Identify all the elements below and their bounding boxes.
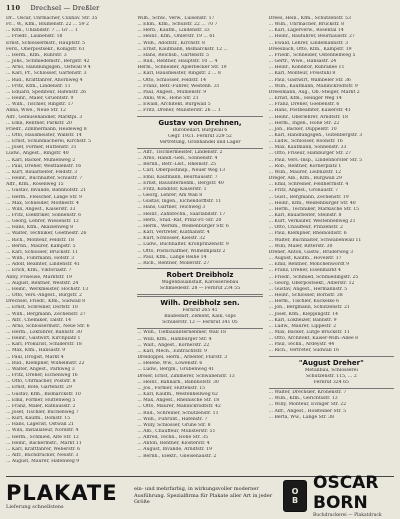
directory-entry: ... Wilh., Tiefbauunternehmer, Wall 18 [137,330,226,336]
directory-entry: ... Kurt, Bauarbeiter, Feldstr. 3 [6,169,78,175]
ad-subline: Lieferung schnellstens [6,504,64,510]
divider [137,148,262,149]
directory-entry: ... Walter, Angest., Parkweg 3 [6,366,75,372]
directory-entry: ... Hans, Postbeamter, Kaiserstr. 41 [268,108,351,114]
directory-entry: ... Gustav, Kfm., Bismarckstr. 10 [6,391,81,397]
directory-entry: ... Otto, Chauffeur, Prinzenstr. 2 [268,225,343,231]
directory-entry: ... Willy, Monteur, Evinger Str. 22 [268,402,347,408]
directory-entry: ... Friedr., Schneider, Ostenhellweg 5 [268,52,356,58]
directory-entry: Alfr., Kfm., Rosenweg 15 [6,182,64,188]
directory-entry: ... Kurt, Kaufm., Domstr. 15 [6,416,71,422]
directory-entry: ... Herm., Schmied, Alte Str. 12 [6,434,79,440]
directory-entry: ... Alfred, Techn., Hohe Str. 35 [137,435,209,441]
directory-entry: ... Ludw., Bergm., Grubenweg 41 [137,367,215,373]
directory-entry: Dreesmann, Aug., Ob.-Steiger, Markt 2 [268,89,360,95]
directory-entry: ... Max, Kaufmann, Sonnenstr. 33 [268,145,347,151]
directory-entry: ... Karl, Bäcker, Mühlenweg 2 [6,157,76,163]
directory-entry: ... Willi, Installateur, Nordstr. 4 [6,428,79,434]
directory-entry: ... Anni, Ww., Hohe Str. 21 [137,96,199,102]
directory-entry: ... Wilh., Kaufmann, Mallinckrodtstr. 9 [268,83,358,89]
directory-entry: ... Willi, Maler, Ritterstr. 30 [268,243,333,249]
directory-entry: ... Hans, Gärtner, Teichweg 3 [137,205,206,211]
business-listing-drehnen-line: Gegr. 1921. Fernruf 329 52 [168,134,232,139]
directory-entry: ... August, Invalide, Arndtstr. 19 [137,447,213,453]
directory-entry: ... Karl, Kaufm., Westenhellweg 62 [137,392,218,398]
logo-bottom-letter: B [291,496,299,505]
divider [137,294,262,295]
directory-entry: ... Gertr., Wwe., Hansastr. 24 [268,59,337,65]
directory-entry: Wilh., Schw., Verw., Luisenstr. 17 [137,16,215,21]
divider [137,116,262,117]
directory-entry: ... Rob., Rentner, Körnerplatz 1 [268,163,342,169]
business-listing-dreibholz-sen-line: Fernruf 265 41 [182,308,218,314]
directory-entry: ... Eduard, Spediteur, Hafenstr. 26 [6,89,87,95]
directory-entry: ... Heinr., Kfm., Ohlerstr. 19 ... 61 [137,34,216,40]
directory-entry: Herm., Schneider, Aplerbecker Str. 19 [137,65,227,71]
directory-entry: ... Berta, Ww., Lange Str. 38 [268,414,335,420]
directory-entry: ... Herm., Fleischer, Lange Str. 9 [6,194,82,200]
directory-entry: ... Herm., Kfm., Ruhrstr. 3 [6,52,67,58]
directory-entry: ... Hans, Lagerist, Ostwall 21 [6,422,74,428]
directory-entry: ... Heinr., Werkmeister, Hochstr. 13 [6,286,89,292]
directory-entry: ... Wilh., Tischler, Ringstr. 17 [6,102,74,108]
directory-entry: ... Rud., Schreiner, Schützenstr. 11 [137,410,219,416]
directory-entry: ... Josef, Former, Hüttenstr. 31 [6,145,77,151]
directory-entry: ... Erich, Kfm., Viktoriastr. 7 [6,268,72,274]
directory-entry: ... Alfr., Angest., Holsteiner Str. 5 [268,408,347,414]
directory-entry: ... Gustav, Ingen., Eichendorffstr. 11 [137,199,222,205]
business-listing-dreher-title: "August Dreher" [298,359,364,368]
directory-entry: ... Ernst, Kfm., Heiliger Weg 14 [268,96,342,102]
directory-entry: ... Otto, Vers.-Angest., Burgstr. 2 [6,293,82,299]
directory-entry: ... Bernh., Betr.-Leit., Rheinstr. 25 [137,162,217,168]
directory-entry: ... Fritz, Konditor, Kaiserstr. 1 [137,186,207,192]
logo-top-letter: O [291,487,299,496]
directory-entry: ... Karl, Kraftfahrer, Weberstr. 6 [6,446,81,452]
directory-entry: ... Arno, Handl.-Geh., Sonnenstr. 4 [137,156,218,162]
directory-entry: ... Heinr., Gastwirt, Kirchplatz 1 [6,336,81,342]
directory-entry: ... Wilh., Fuhrmann, Hofstr. 3 [6,256,75,262]
directory-entry: ... Herm., Lokführer, Bahnstr. 30 [6,329,82,335]
directory-entry: ... Johs., Schmiedemstr., Bergstr. 42 [6,59,90,65]
directory-entry: Alfr., Gemüsehändler, Marktpl. 3 [6,114,83,120]
directory-entry: ... Otto, Maurer, Mallinckrodtstr. 42 [137,404,221,410]
directory-entry: ... Wilh., Adolfstr., Kirchstr. 8 [137,40,205,46]
directory-entry: ... Rich., Monteur, Feldstr. 18 [6,237,74,243]
directory-entry: ... Herm., Werkm., Weißenburger Str. 6 [137,223,229,229]
directory-entry: ... Fritz, Elektriker, Sonnenstr. 6 [6,213,82,218]
directory-entry: ... Rud., Rentner, Hauptstr. 10 ... 4 [137,59,218,65]
business-listing-dreher-line: Metallbau, Schlosserei [304,368,358,374]
directory-entry: ... Emil, Rentner, Mönchenwordt 9 [268,262,350,268]
directory-entry: ... Ludw., Maurer, Lippestr. 2 [268,323,336,329]
directory-entry: ... Helene, Ww., Löwenstr. 6 [137,361,203,367]
directory-entry: Ernst, Schlossermstr., Hauptstr. 5 [6,40,86,46]
ad-company-name: OSCAR BORN [313,473,379,513]
directory-entry: ... Franz, Maler, Rathausstr. 2 [6,403,76,409]
directory-entry: ... Alfr., Buchdrucker, Neustr. 3 [6,453,79,459]
directory-entry: ... Hans, Reichsb., Gartenstr. 5 [137,52,209,58]
directory-entry: ... Gustav, Invalide, Bahnhofstr. 21 [6,188,87,194]
column-2 [137,16,262,472]
directory-entry: ... Otto, Friseur, Hamburger Str. 27 [268,151,352,157]
directory-entry: ... Georg, Lehrer, Am Wall 8 [137,193,203,199]
directory-entry: ... Max, Kfm., Hansastr. 9 [6,348,66,354]
directory-entry: ... Joh., Bergmann, Schützenstr. 21 [268,305,350,311]
directory-entry: ... Fritz, Kfm., Lindenstr. 11 [6,83,71,89]
business-listing-dreher-line: Fernruf 324 65 [313,380,349,386]
directory-entry: ... Gustav, Angest., Hermannstr. 5 [268,286,348,292]
directory-entry: ... Wilh., Kfm., Gerichtsstr. 13 [268,396,338,402]
directory-entry: ... Emil, Schreiner, Feldherrnstr. 4 [268,182,349,188]
directory-entry: ... Gust., Bergmann, Zechenstr. 19 [268,194,349,200]
directory-entry: ... Ernst, Kaufmann, Bismarckstr. 12 ... [137,46,228,52]
directory-entry: Fr... W., Kfm., Blumenstr. 22 ... 59 2 [6,22,89,28]
directory-entry: ... Willy, Schlosser, Grüne Str. 8 [137,422,211,428]
directory-entry: ... Herm., Tischler, Kuckelke 6 [268,299,340,305]
directory-entry: ... Max, Angest., Rheinische Str. 18 [137,398,220,404]
directory-entry: ... Karl, Hausmeister, Ringstr. 2 ... 8 [137,71,221,77]
directory-entry: ... Ludw., Schlosser, Roonstr. 16 [268,139,343,145]
ad-company-sub: Buchdruckerei — Plakatdruck [313,513,382,518]
directory-entry: ... Georg, Lehrer, Wiesenstr. 12 [6,219,79,225]
directory-entry: ... Emil, Rentner, Parkstr. 20 [6,120,72,126]
directory-entry: ... Karl, Handlungsgeh., Gutenbergstr. 3 [268,132,363,138]
business-listing-drehnen-line: Vertretung, Großhandel und Lager [159,140,241,145]
divider [137,328,262,329]
directory-entry: ... Joh., Bäcker, Düppelstr. 10 [268,126,337,132]
directory-entry: ... Josef, Kfm., Kleppingstr. 14 [268,311,339,317]
directory-entry: ... Emil, Kaufmann, Beurhausstr. 7 [137,174,218,180]
directory-entry: ... Jos., Former, Hüttenstr. 15 [137,385,206,391]
directory-entry: ... Rud., Kraftfahrer, Ahornweg 4 [6,77,83,83]
directory-entry: ... Kfm., Uhlandstr. 7 ... Gr ... 1 [6,28,78,34]
directory-entry: Friedr., Zimmermann, Heideweg 8 [6,126,87,132]
directory-entry: ... Otto, Hausmeister, Wallstr. 14 [6,132,82,138]
directory-entry: ... Otto, Architekt, Kaiser-Wilh.-Allee 8 [268,336,359,342]
business-listing-dreibholz-sen-title: Wilh. Dreibholz sen. [160,299,240,308]
directory-entry: ... Ehm., Kfm., Schulstr. 22 ... 70 7 [137,22,218,28]
directory-entry: ... Wilh., Uhrmacher, Brückstr. 8 [268,22,345,28]
directory-entry: ... Paul, Vers.-Insp., Lindenhorster Str. 5 [268,157,363,163]
directory-entry: ... Ernst, Bauunternehm., Bergstr. 40 [137,180,224,186]
directory-entry: ... Paul, Klempner, Rheinoldistr. 6 [268,231,347,237]
directory-entry: ... Fritz, Angest., Gronaustr. 7 [268,188,339,194]
directory-entry: ... Rich., Rentner, Möllerstr. 27 [137,260,210,266]
directory-entry: ... Paul, Drogist, Markt 4 [6,354,64,360]
company-logo-icon [283,480,307,512]
directory-entry: ... Heinr., Bäckermstr., Markt 11 [6,440,82,446]
directory-entry: ... Karl, Prokurist, Schillerstr. 18 [6,342,82,348]
directory-entry: ... August, Maurer, Hafenweg 9 [6,459,80,465]
divider [137,268,262,269]
directory-entry: Ludw., Angest., Ringstr. 40 [6,151,69,157]
directory-entry: ... Kurt, Schlosser, Kielstr. 32 [137,236,206,242]
business-listing-dreibholz-line: Wagenbauanstalt, Karosseriebau [161,280,239,286]
directory-entry: ... Paul, Dreher, Westfalenstr. 16 [6,163,82,169]
directory-entry: ... Ewald, Architekt, Burgwall 5 [137,102,211,108]
directory-entry: ... Wilh., Fuhrunt., Hafenstr. 7 [137,416,208,422]
directory-entry: ... Herm., Techniker, Märkische Str. 15 [268,206,360,212]
running-title: Drechsel — Dreßler [30,4,100,12]
directory-entry: ... Karl, Pr., Schlosser, Gartenstr. 3 [6,71,87,77]
directory-entry: ... Walter, Buchhalter, Schwanenwall 11 [268,237,362,243]
business-listing-dreibholz-title: Robert Dreibholz [166,271,234,280]
directory-entry: ... Herm., Ingen., Hohe Str. 22 [268,120,340,126]
page-number: 110 [6,4,21,12]
directory-entry: Anna, Wwe., Neue Str. 12 [6,108,66,114]
directory-entry: ... August, Kaufm., Hövelstr. 17 [268,256,342,262]
directory-entry: ... Friedr., Laubenstr. 18 [6,34,63,40]
ad-headline-block [6,482,134,510]
directory-entry: ... Fritz, Dreher, Eichenweg 16 [6,373,78,379]
directory-entry: ... Adolf, Beamter, Lindenstr. 41 [6,262,80,268]
directory-entry: ... Karl, Schlosser, Brückstr. 11 [6,249,79,255]
ad-headline: PLAKATE [6,481,118,505]
directory-entry: ... Josef, Tischler, Buchenweg 7 [6,410,79,415]
directory-entry: ... Max, Schneider, Moltkestr. 4 [6,200,79,206]
directory-entry: Ferd., Oberpostsekr., Königstr. 61 [6,46,85,52]
directory-entry: ... Alfr., Chemiker, Talstr. 14 [6,317,72,323]
directory-entry: ... Alfr., Tischlermeister, Lindenstr. 2 [137,150,223,155]
directory-entry: ... Kurt, Verkäufer, Westenhellweg 21 [268,219,356,225]
directory-entry: ... Bernh., Maurer, Kampstr. 5 [6,243,76,249]
ad-body-text: ein- und mehrfarbig, in wirkungsvoller moderner Ausführung. Spezialfirma für Plakate aller Art in jeder Größe [134,486,273,506]
directory-entry: ... Karl, Vertreter, Kuithanstr. 4 [137,230,210,236]
directory-entry: ... Heinr., Oberlehrer, Arndtstr. 18 [268,114,348,120]
directory-entry: ... Walter, Drechsler, Kronenstr. 7 [268,390,347,396]
directory-entry: ... Heinr., Buchhalter, Schulstr. 7 [6,176,83,182]
directory-entry: ... Fritz, Dreher, Münsterstr. 26 ... 1 [137,108,221,114]
directory-entry: ... Rich., Vertreter, Südwall 16 [268,348,340,354]
directory-entry: ... Ludw., Buchhalter, Kronprinzenstr. 9 [137,242,229,248]
directory-entry: Dreher, Anton, Gastw., Brüderweg 3 [268,249,354,255]
directory-entry: ... Karl, Bauarbeiter, Steinstr. 8 [268,213,342,218]
directory-entry: ... Heinr., Kfm., Weißenburger Str. 40 [268,200,356,206]
directory-entry: ... Arno, Handlungsgeh., Ostwall 9 4 [6,65,91,71]
directory-entry: Dr... Oscar, Uhrmacher, Cuxhav. Str. 35 [6,16,98,21]
directory-entry: ... August, Rentner, Weststr. 24 [6,280,79,286]
directory-entry: ... Willi, Angest., Kaiserstr. 33 [6,206,76,212]
directory-entry: ... Emil, Former, Hüttenweg 5 [6,397,76,403]
business-listing-dreher-line: Schützenstr. 115, ... 2 [305,374,357,380]
directory-entry: ... Wilh., Bergmann, Zechenstr. 27 [6,311,86,317]
directory-entry: Dreger, Alb., Kfm., Burgwall 29 [268,176,342,182]
directory-entry: ... Paul, Angest., Mühlenstr. 9 [137,89,207,95]
directory-entry: ... Karl, Lokheizer, Bahnstr. 9 [268,317,337,323]
directory-entry: ... Paul, Gastwirt, Wambeler Str. 36 [268,77,351,83]
directory-entry: ... Heinr., Maler, Gruentstr. 9 [6,96,74,102]
directory-entry: ... Walt., Angest., Körnerstr. 22 [137,342,210,348]
advertisement-banner [6,473,394,518]
directory-columns [6,16,394,472]
column-1 [6,16,131,472]
directory-entry: ... Ewald, Lehrer, Lindemannstr. 3 [268,40,348,46]
directory-entry: Drechsel, Friedr., Kfm., Südwall 8 [6,299,86,305]
directory-entry: ... Franz, Betr.-Führer, Westenh. 31 [137,83,220,89]
divider [269,388,394,389]
directory-entry: Dreier, Ernst, Zimmerer, Schwanenstr. 13 [137,373,235,379]
directory-entry: ... Max, Bäcker, Lütge Brückstr. 11 [268,329,350,335]
directory-entry: Anny, Friseuse, Marktstr. 19 [6,274,72,280]
directory-entry: ... Walter, Techniker, Goethestr. 26 [6,231,87,237]
divider [137,296,262,297]
business-listing-drehnen-line: Bürobedarf, Burgwall 6 [172,128,228,133]
directory-entry: ... Karl, Lagerverw., Rosental 14 [268,28,344,34]
directory-entry: ... Otto, Schlosser, Feldstr. 14 [137,77,206,83]
directory-entry: ... Paul, Techn., Ardeystr. 44 [268,342,335,348]
directory-entry: ... Hans, Kfm., Akazienweg 8 [6,225,74,231]
directory-entry: ... Otto, Postschaffner, Wilhelmplatz 2 [137,248,226,254]
business-listing-dreibholz-sen-line: Schülerstr. 12 — Fernruf 341 05 [162,320,238,326]
directory-entry: ... Franz, Dreher, Goebenstr. 6 [268,102,340,108]
directory-entry: ... Ernst, Schreiner, Dorfstr. 10 [6,305,78,311]
directory-entry: ... Willi, Kfm., Hamburger Str. 4 [137,336,212,342]
directory-entry: ... Heinr., Konditor, Ruhrallee 11 [268,65,345,71]
directory-entry: ... Alb., Chauffeur, Münsterstr. 51 [137,428,216,434]
directory-entry: ... Wilh., Maurer, Leibnizstr. 12 [268,169,342,175]
directory-entry: ... Heinr., Zahntechn., Saarlandstr. 17 [137,211,226,217]
business-listing-drehnen-title: Gustav von Drehnen, [158,119,242,127]
directory-entry: Dreidoppel, Herm., Arbeiter, Flurstr. 3 [137,355,228,361]
directory-entry: ... Arno, Schlossermstr., Neue Str. 6 [6,323,90,329]
directory-entry: ... Franz, Dreher, Eisenmarkt 4 [268,268,341,274]
directory-entry: ... Paul, Kfm., Lange Reihe 14 [137,254,207,260]
directory-entry: ... Georg, Oberpostsekr., Adlerstr. 12 [268,280,355,286]
directory-entry: Dreesbach, Otto, Kfm., Kampstr. 19 [268,46,352,52]
directory-entry: ... Otto, Uhrmacher, Poststr. 8 [6,379,76,385]
business-listing-dreibholz-sen-line: Baubedarf, Zement, Kalk, Gips [164,314,236,320]
directory-entry: ... Karl, Monteur, Freistuhl 8 [268,71,336,77]
directory-entry: ... Friedr., Schmied, Schmiedingstr. 25 [268,274,359,280]
directory-entry: ... Anton, Rentner, Klosterstr. 4 [137,441,210,447]
directory-entry: ... Karl, Mech., Eintrachtstr. 9 [137,348,207,354]
directory-entry: ... Carl, Oberpostinsp., Neuer Weg 13 [137,168,226,174]
directory-entry: ... Herb., Stud.-Rat, Prinz-Fr.-Str. 20 [137,217,222,223]
directory-entry: Drees, Hein., Kfm., Schützenstr. 53 [268,16,351,21]
directory-entry: ... Ernst, Bote, Gartenstr. 29 [6,385,72,391]
divider [269,356,394,357]
business-listing-dreibholz-line: Schmiedestr. 28 — Fernruf 234 55 [159,286,241,292]
directory-entry: ... Heinr., Bahnarb., Bahnhofstr. 30 [137,379,219,385]
directory-entry: ... Heinr., Schlosser, Bornstr. 38 [268,293,343,299]
directory-entry: ... Rud., Klempner, Wilhelmstr. 22 [6,360,85,366]
directory-entry: ... Bernh., Elektr., Gneisenaustr. 2 [137,453,217,459]
page-header [6,4,394,14]
directory-entry: ... Ernst, Schuhmacherei, Kirchstr. 5 [6,139,92,145]
ad-company-block [313,473,394,519]
column-3 [269,16,394,472]
directory-entry: ... Heinr., Bauführer, Beurhausstr. 27 [268,34,355,40]
directory-entry: ... Herb., Kaufm., Lindenstr. 33 [137,28,210,34]
